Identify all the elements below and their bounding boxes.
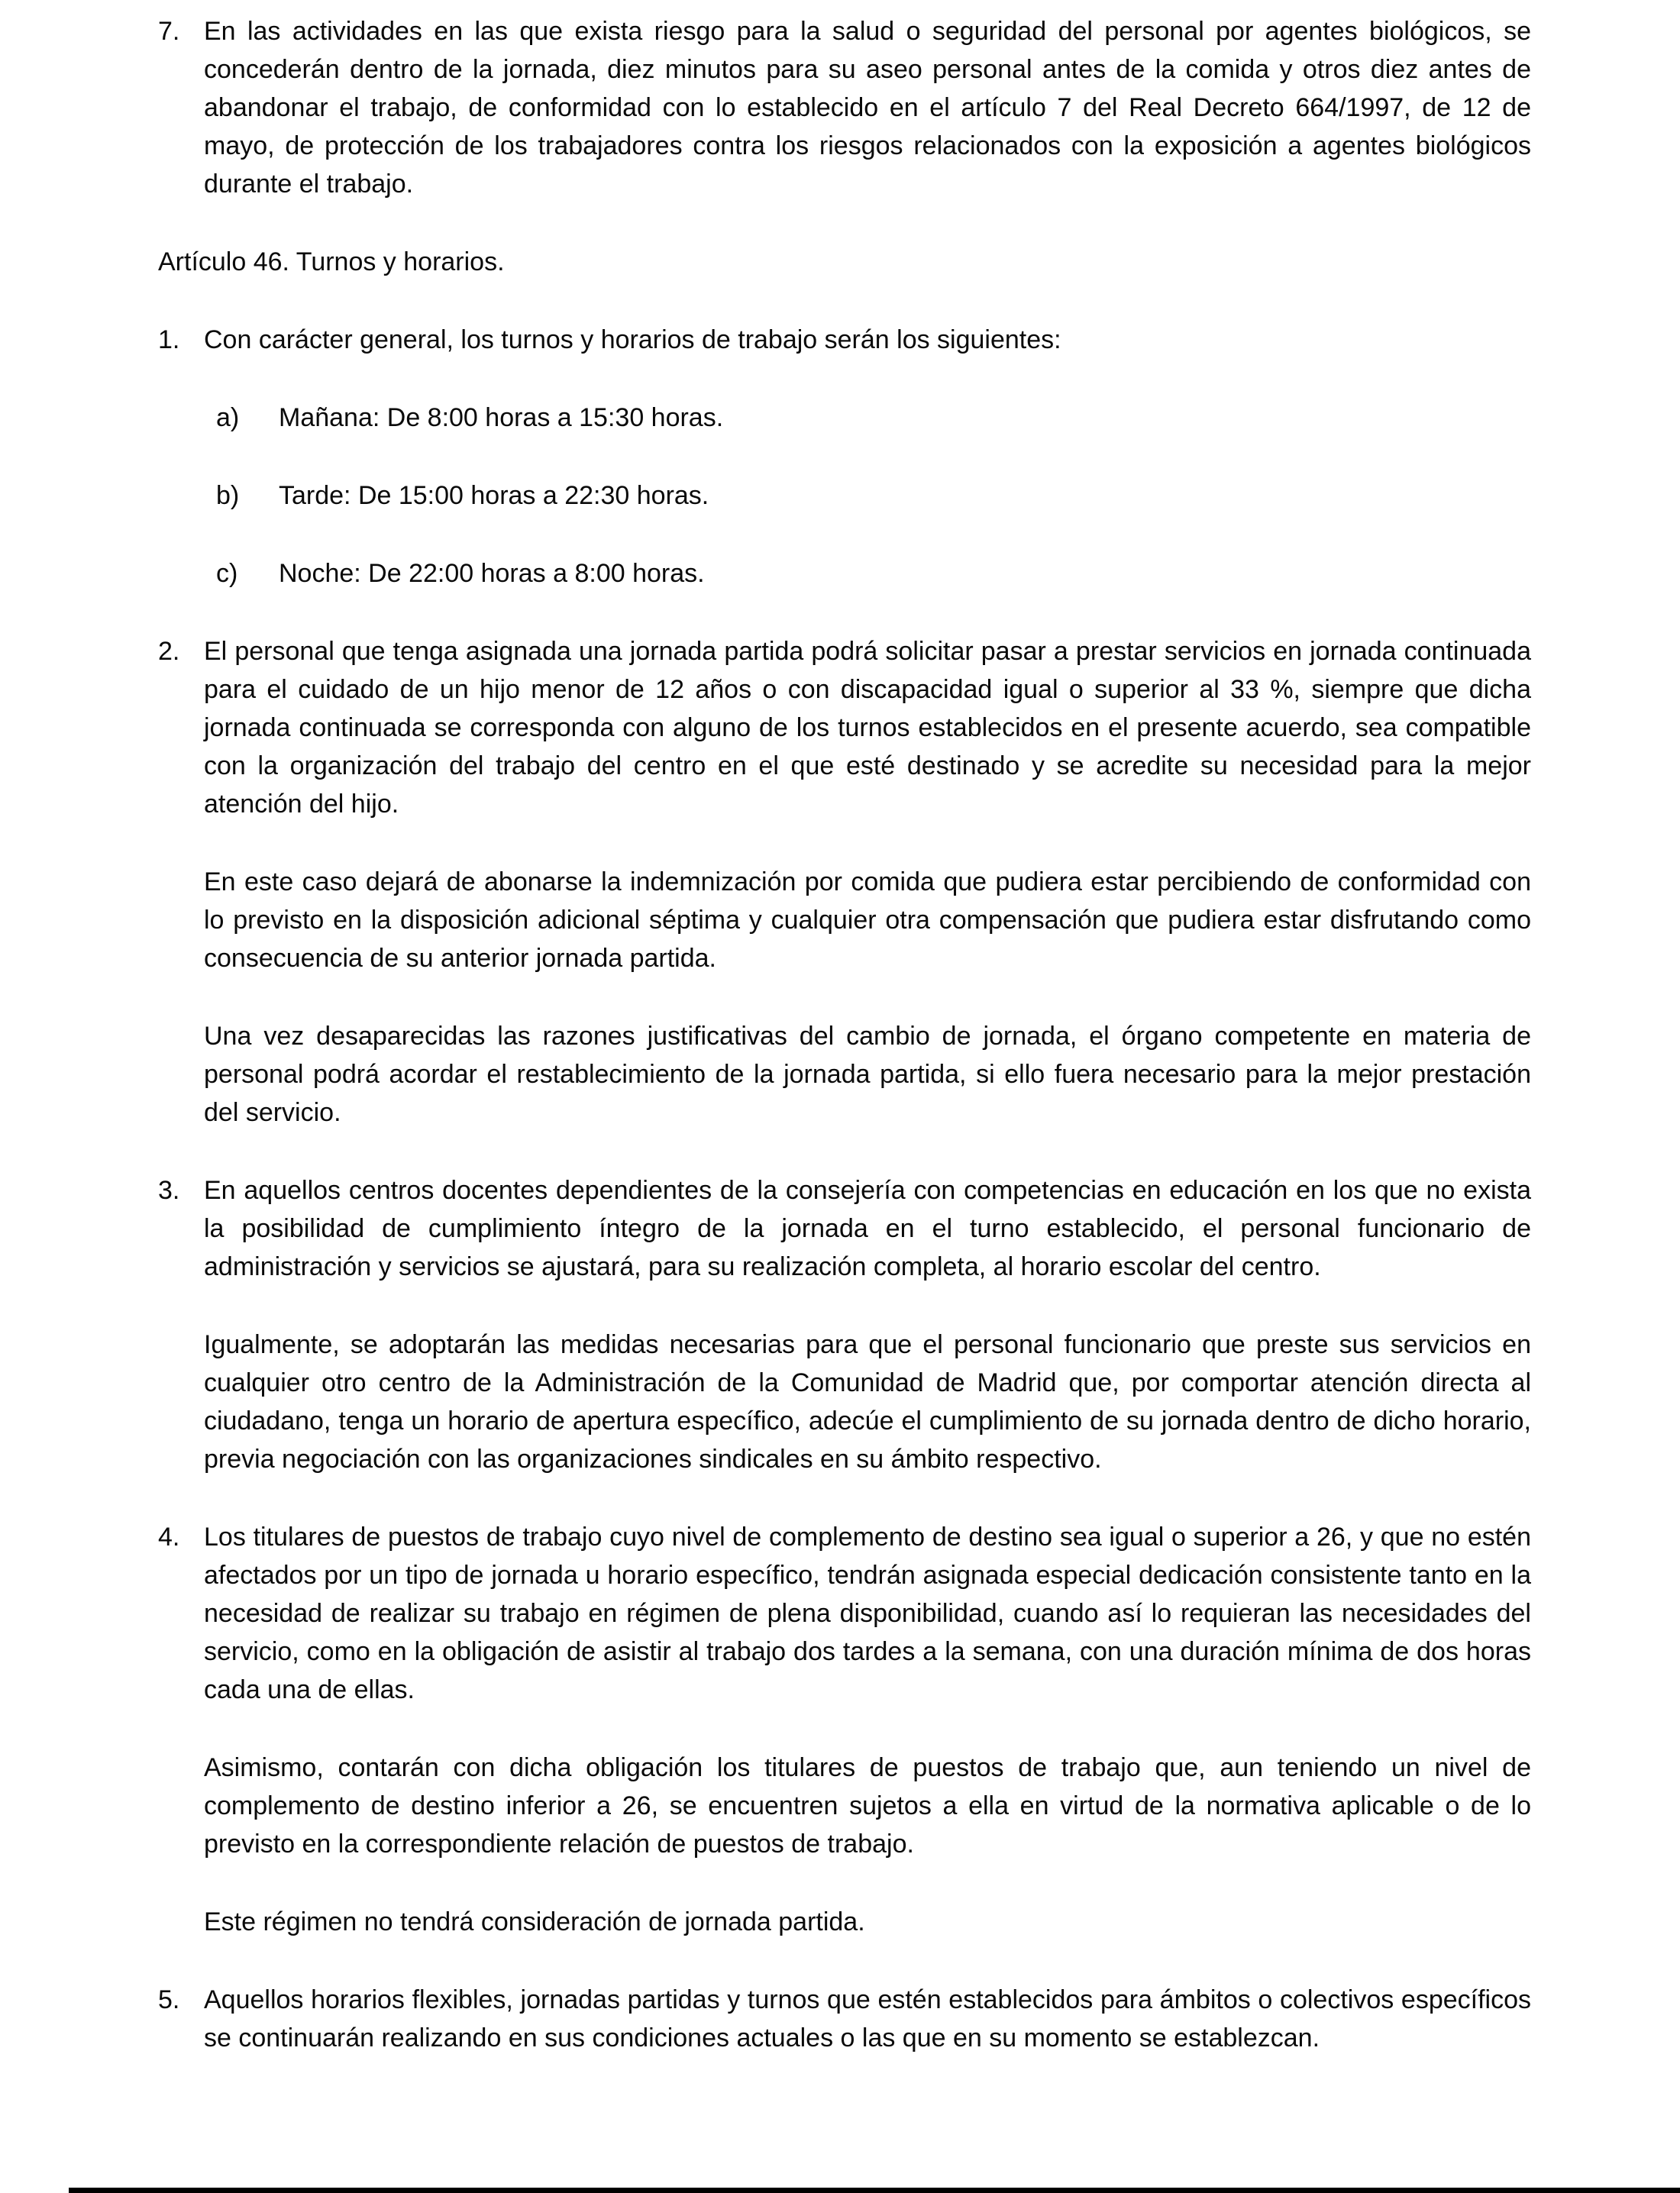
list-label: c) [216, 559, 238, 588]
paragraph: Igualmente, se adoptarán las medidas necesarias para que el personal funcionario que preste sus servicios en cualquier otro centro de la Administración de la Comunidad de Madrid que, por comportar atención directa al ciudadano, tenga un horario de apertura específico, adecúe el cumplimiento de su jornada dentro de dicho horario, previa negociación con las organizaciones sindicales en su ámbito respectivo. [204, 1330, 1531, 1474]
paragraph-text: Noche: De 22:00 horas a 8:00 horas. [279, 559, 705, 588]
list-label: 5. [158, 1985, 180, 2014]
paragraph-text: En las actividades en las que exista riesgo para la salud o seguridad del personal por agentes biológicos, se concederán dentro de la jornada, diez minutos para su aseo personal antes de la comida y otros diez antes de abandonar el trabajo, de conformidad con lo establecido en el artículo 7 del Real Decreto 664/1997, de 12 de mayo, de protección de los trabajadores contra los riesgos relacionados con la exposición a agentes biológicos durante el trabajo. [204, 17, 1531, 199]
numbered-paragraph [158, 12, 1531, 203]
list-label: 3. [158, 1176, 180, 1205]
paragraph-text: Tarde: De 15:00 horas a 22:30 horas. [279, 481, 709, 510]
paragraph-text: Con carácter general, los turnos y horarios de trabajo serán los siguientes: [204, 325, 1061, 354]
list-label: 2. [158, 637, 180, 666]
article-heading: Artículo 46. Turnos y horarios. [158, 247, 505, 276]
list-label: 4. [158, 1523, 180, 1552]
numbered-paragraph [158, 1981, 1531, 2057]
paragraph-text: Aquellos horarios flexibles, jornadas partidas y turnos que estén establecidos para ámbitos o colectivos específicos se continuarán realizando en sus condiciones actuales o las que en su momento se establezcan. [204, 1985, 1531, 2053]
paragraph-text: Los titulares de puestos de trabajo cuyo nivel de complemento de destino sea igual o superior a 26, y que no estén afectados por un tipo de jornada u horario específico, tendrán asignada especial dedicación consistente tanto en la necesidad de realizar su trabajo en régimen de plena disponibilidad, cuando así lo requieran las necesidades del servicio, como en la obligación de asistir al trabajo dos tardes a la semana, con una duración mínima de dos horas cada una de ellas. [204, 1523, 1531, 1704]
list-label: 7. [158, 17, 180, 46]
letter-list-item [216, 399, 1531, 437]
letter-list-item [216, 554, 1531, 593]
bottom-page-rule [69, 2188, 1680, 2193]
list-label: 1. [158, 325, 180, 354]
paragraph-text: Mañana: De 8:00 horas a 15:30 horas. [279, 403, 724, 432]
numbered-paragraph [158, 321, 1531, 359]
numbered-paragraph [158, 1518, 1531, 1709]
paragraph-text: El personal que tenga asignada una jornada partida podrá solicitar pasar a prestar servicios en jornada continuada para el cuidado de un hijo menor de 12 años o con discapacidad igual o superior al 33 %, siempre que dicha jornada continuada se corresponda con alguno de los turnos establecidos en el presente acuerdo, sea compatible con la organización del trabajo del centro en el que esté destinado y se acredite su necesidad para la mejor atención del hijo. [204, 637, 1531, 819]
numbered-paragraph [158, 632, 1531, 823]
list-label: a) [216, 403, 240, 432]
paragraph: Asimismo, contarán con dicha obligación los titulares de puestos de trabajo que, aun teniendo un nivel de complemento de destino inferior a 26, se encuentren sujetos a ella en virtud de la normativa aplicable o de lo previsto en la correspondiente relación de puestos de trabajo. [204, 1753, 1531, 1859]
paragraph: Este régimen no tendrá consideración de jornada partida. [204, 1907, 865, 1936]
paragraph: En este caso dejará de abonarse la indemnización por comida que pudiera estar percibiendo de conformidad con lo previsto en la disposición adicional séptima y cualquier otra compensación que pudiera estar disfrutando como consecuencia de su anterior jornada partida. [204, 867, 1531, 973]
list-label: b) [216, 481, 240, 510]
paragraph: Una vez desaparecidas las razones justificativas del cambio de jornada, el órgano competente en materia de personal podrá acordar el restablecimiento de la jornada partida, si ello fuera necesario para la mejor prestación del servicio. [204, 1022, 1531, 1127]
numbered-paragraph [158, 1171, 1531, 1286]
letter-list-item [216, 476, 1531, 515]
paragraph-text: En aquellos centros docentes dependientes de la consejería con competencias en educación en los que no exista la posibilidad de cumplimiento íntegro de la jornada en el turno establecido, el personal funcionario de administración y servicios se ajustará, para su realización completa, al horario escolar del centro. [204, 1176, 1531, 1281]
document-body [158, 12, 1531, 2057]
